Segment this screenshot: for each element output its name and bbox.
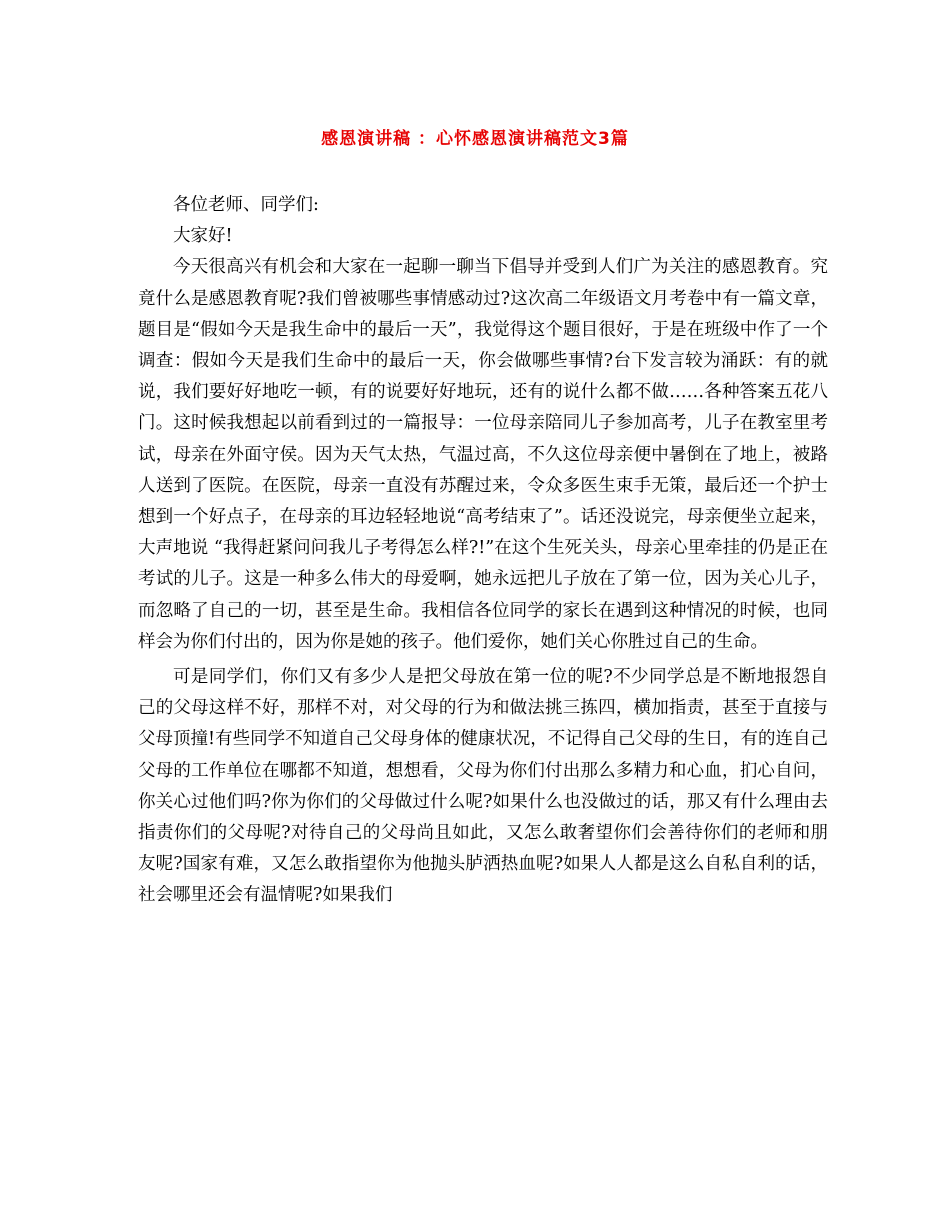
document-body	[138, 190, 828, 912]
salutation: 各位老师、同学们:	[173, 195, 319, 215]
paragraph-2: 可是同学们，你们又有多少人是把父母放在第一位的呢?不少同学总是不断地报怨自己的父母这样不好，那样不对，对父母的行为和做法挑三拣四，横加指责，甚至于直接与父母顶撞!有些同学不知道自己父母身体的健康状况，不记得自己父母的生日，有的连自己父母的工作单位在哪都不知道，想想看，父母为你们付出那么多精力和心血，扪心自问，你关心过他们吗?你为你们的父母做过什么呢?如果什么也没做过的话，那又有什么理由去指责你们的父母呢?对待自己的父母尚且如此，又怎么敢奢望你们会善待你们的老师和朋友呢?国家有难，又怎么敢指望你为他抛头胪洒热血呢?如果人人都是这么自私自利的话，社会哪里还会有温情呢?如果我们	[138, 667, 828, 906]
paragraph-1: 今天很高兴有机会和大家在一起聊一聊当下倡导并受到人们广为关注的感恩教育。究竟什么是感恩教育呢?我们曾被哪些事情感动过?这次高二年级语文月考卷中有一篇文章，题目是“假如今天是我生命中的最后一天”，我觉得这个题目很好，于是在班级中作了一个调查：假如今天是我们生命中的最后一天，你会做哪些事情?台下发言较为涌跃：有的就说，我们要好好地吃一顿，有的说要好好地玩，还有的说什么都不做……各种答案五花八门。这时候我想起以前看到过的一篇报导：一位母亲陪同儿子参加高考，儿子在教室里考试，母亲在外面守侯。因为天气太热，气温过高，不久这位母亲便中暑倒在了地上，被路人送到了医院。在医院，母亲一直没有苏醒过来，令众多医生束手无策，最后还一个护士想到一个好点子，在母亲的耳边轻轻地说“高考结束了”。话还没说完，母亲便坐立起来，大声地说 “我得赶紧问问我儿子考得怎么样?!”在这个生死关头，母亲心里牵挂的仍是正在考试的儿子。这是一种多么伟大的母爱啊，她永远把儿子放在了第一位，因为关心儿子，而忽略了自己的一切，甚至是生命。我相信各位同学的家长在遇到这种情况的时候，也同样会为你们付出的，因为你是她的孩子。他们爱你，她们关心你胜过自己的生命。	[138, 257, 828, 652]
document-title: 感恩演讲稿 ：心怀感恩演讲稿范文3篇	[321, 129, 629, 149]
greeting: 大家好!	[173, 226, 233, 247]
